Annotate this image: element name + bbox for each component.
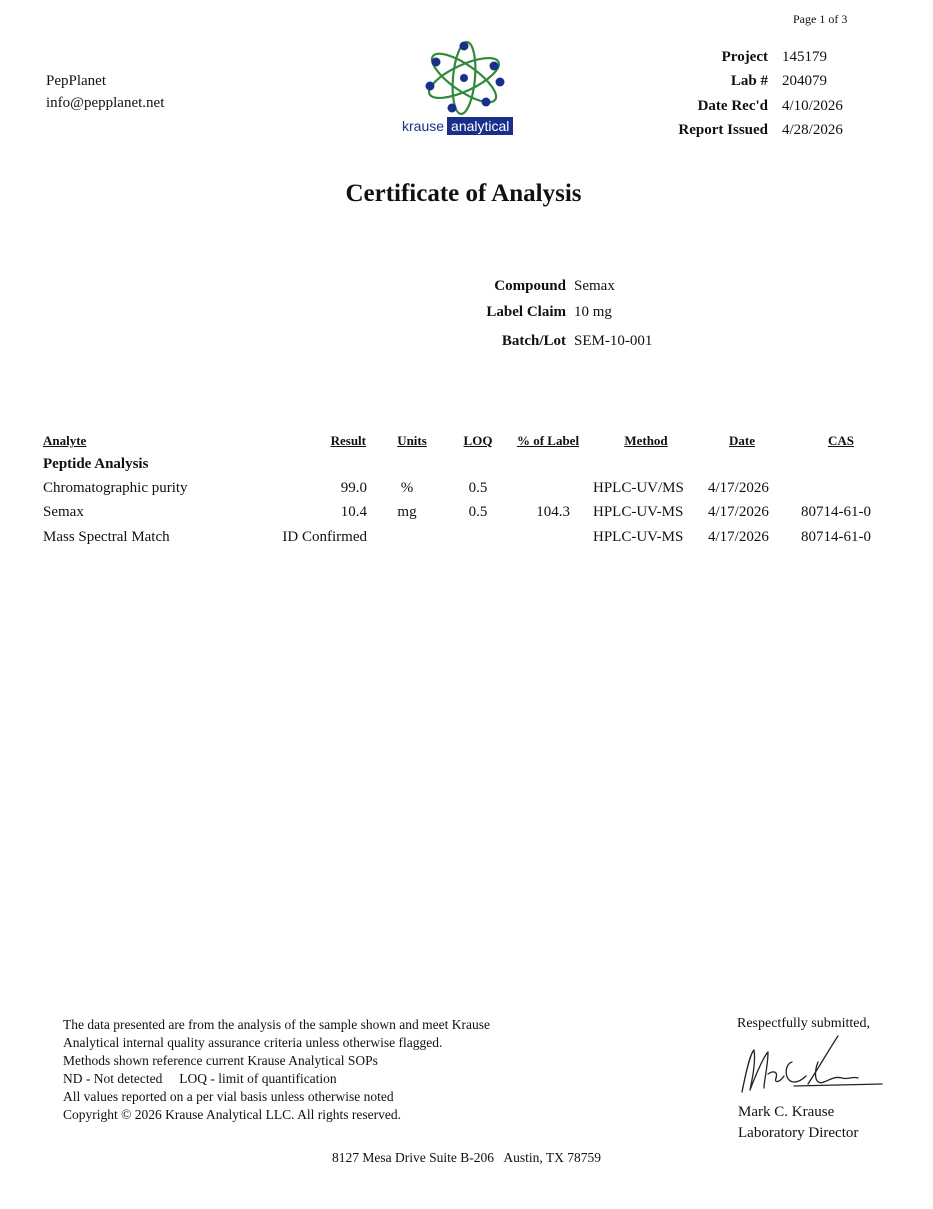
cell-analyte: Mass Spectral Match xyxy=(43,529,170,545)
lab-address: 8127 Mesa Drive Suite B-206 Austin, TX 78759 xyxy=(332,1150,601,1165)
meta-report-issued xyxy=(640,119,843,144)
cell-percent-of-label: 104.3 xyxy=(536,504,570,520)
client-block xyxy=(46,70,164,114)
cell-units: % xyxy=(400,480,414,496)
meta-label: Project xyxy=(721,48,768,65)
cell-analyte: Chromatographic purity xyxy=(43,480,188,496)
sample-label: Label Claim xyxy=(486,303,566,320)
signature-image xyxy=(734,1032,884,1098)
meta-value: 4/10/2026 xyxy=(782,97,843,114)
meta-label: Report Issued xyxy=(678,122,768,139)
meta-value: 145179 xyxy=(782,48,827,65)
respectfully-submitted: Respectfully submitted, xyxy=(737,1016,870,1031)
header-analyte: Analyte xyxy=(43,433,87,448)
signer-block xyxy=(738,1102,858,1144)
meta-label: Date Rec'd xyxy=(697,97,768,114)
footer-notes xyxy=(63,1016,490,1124)
header-units: Units xyxy=(397,433,427,448)
cell-analyte: Semax xyxy=(43,504,84,520)
cell-date: 4/17/2026 xyxy=(708,480,769,496)
header-cas: CAS xyxy=(827,433,854,448)
meta-lab-number xyxy=(640,70,843,95)
header-percent-of-label: % of Label xyxy=(516,433,580,448)
header-method: Method xyxy=(624,433,668,448)
meta-project xyxy=(640,45,843,70)
cell-method: HPLC-UV-MS xyxy=(593,529,684,545)
atom-icon xyxy=(400,38,540,120)
signer-name: Mark C. Krause xyxy=(738,1104,835,1120)
cell-result: ID Confirmed xyxy=(282,529,367,545)
header-loq: LOQ xyxy=(463,433,493,448)
krause-logo xyxy=(400,38,540,142)
header-date: Date xyxy=(729,433,755,448)
logo-text-analytical: analytical xyxy=(447,117,513,135)
report-meta xyxy=(640,45,843,143)
sample-label-claim xyxy=(440,298,652,326)
sample-label: Batch/Lot xyxy=(501,332,566,349)
meta-value: 4/28/2026 xyxy=(782,122,843,139)
sample-batch-lot xyxy=(440,326,652,356)
page-indicator: Page 1 of 3 xyxy=(793,12,848,26)
document-title: Certificate of Analysis xyxy=(345,180,582,207)
sample-compound xyxy=(440,274,652,298)
cell-loq: 0.5 xyxy=(468,480,488,496)
cell-loq: 0.5 xyxy=(468,504,488,520)
note-line: The data presented are from the analysis of the sample shown and meet Krause xyxy=(63,1017,490,1032)
sample-label: Compound xyxy=(494,277,566,294)
note-line: Methods shown reference current Krause Analytical SOPs xyxy=(63,1053,378,1068)
logo-text-krause: krause xyxy=(402,118,445,134)
header-result: Result xyxy=(330,433,366,448)
cell-result: 10.4 xyxy=(340,504,367,520)
meta-value: 204079 xyxy=(782,73,827,90)
cell-method: HPLC-UV-MS xyxy=(593,504,684,520)
note-line: Analytical internal quality assurance criteria unless otherwise flagged. xyxy=(63,1035,443,1050)
cell-date: 4/17/2026 xyxy=(708,504,769,520)
client-email: info@pepplanet.net xyxy=(46,95,165,111)
sample-value: Semax xyxy=(574,277,615,294)
section-peptide-analysis: Peptide Analysis xyxy=(43,456,149,472)
client-name: PepPlanet xyxy=(46,73,106,89)
sample-value: SEM-10-001 xyxy=(574,332,653,349)
logo-wordmark xyxy=(402,118,513,134)
meta-label: Lab # xyxy=(730,73,768,90)
note-line: All values reported on a per vial basis unless otherwise noted xyxy=(63,1089,394,1104)
cell-units: mg xyxy=(397,504,417,520)
cell-cas: 80714-61-0 xyxy=(801,504,871,520)
meta-date-received xyxy=(640,94,843,119)
sample-info xyxy=(440,274,652,356)
note-line: ND - Not detected LOQ - limit of quantification xyxy=(63,1071,337,1086)
cell-method: HPLC-UV/MS xyxy=(593,480,684,496)
note-line: Copyright © 2026 Krause Analytical LLC. All rights reserved. xyxy=(63,1107,401,1122)
sample-value: 10 mg xyxy=(574,303,612,320)
signer-title: Laboratory Director xyxy=(738,1125,859,1141)
cell-result: 99.0 xyxy=(340,480,367,496)
cell-cas: 80714-61-0 xyxy=(801,529,871,545)
cell-date: 4/17/2026 xyxy=(708,529,769,545)
